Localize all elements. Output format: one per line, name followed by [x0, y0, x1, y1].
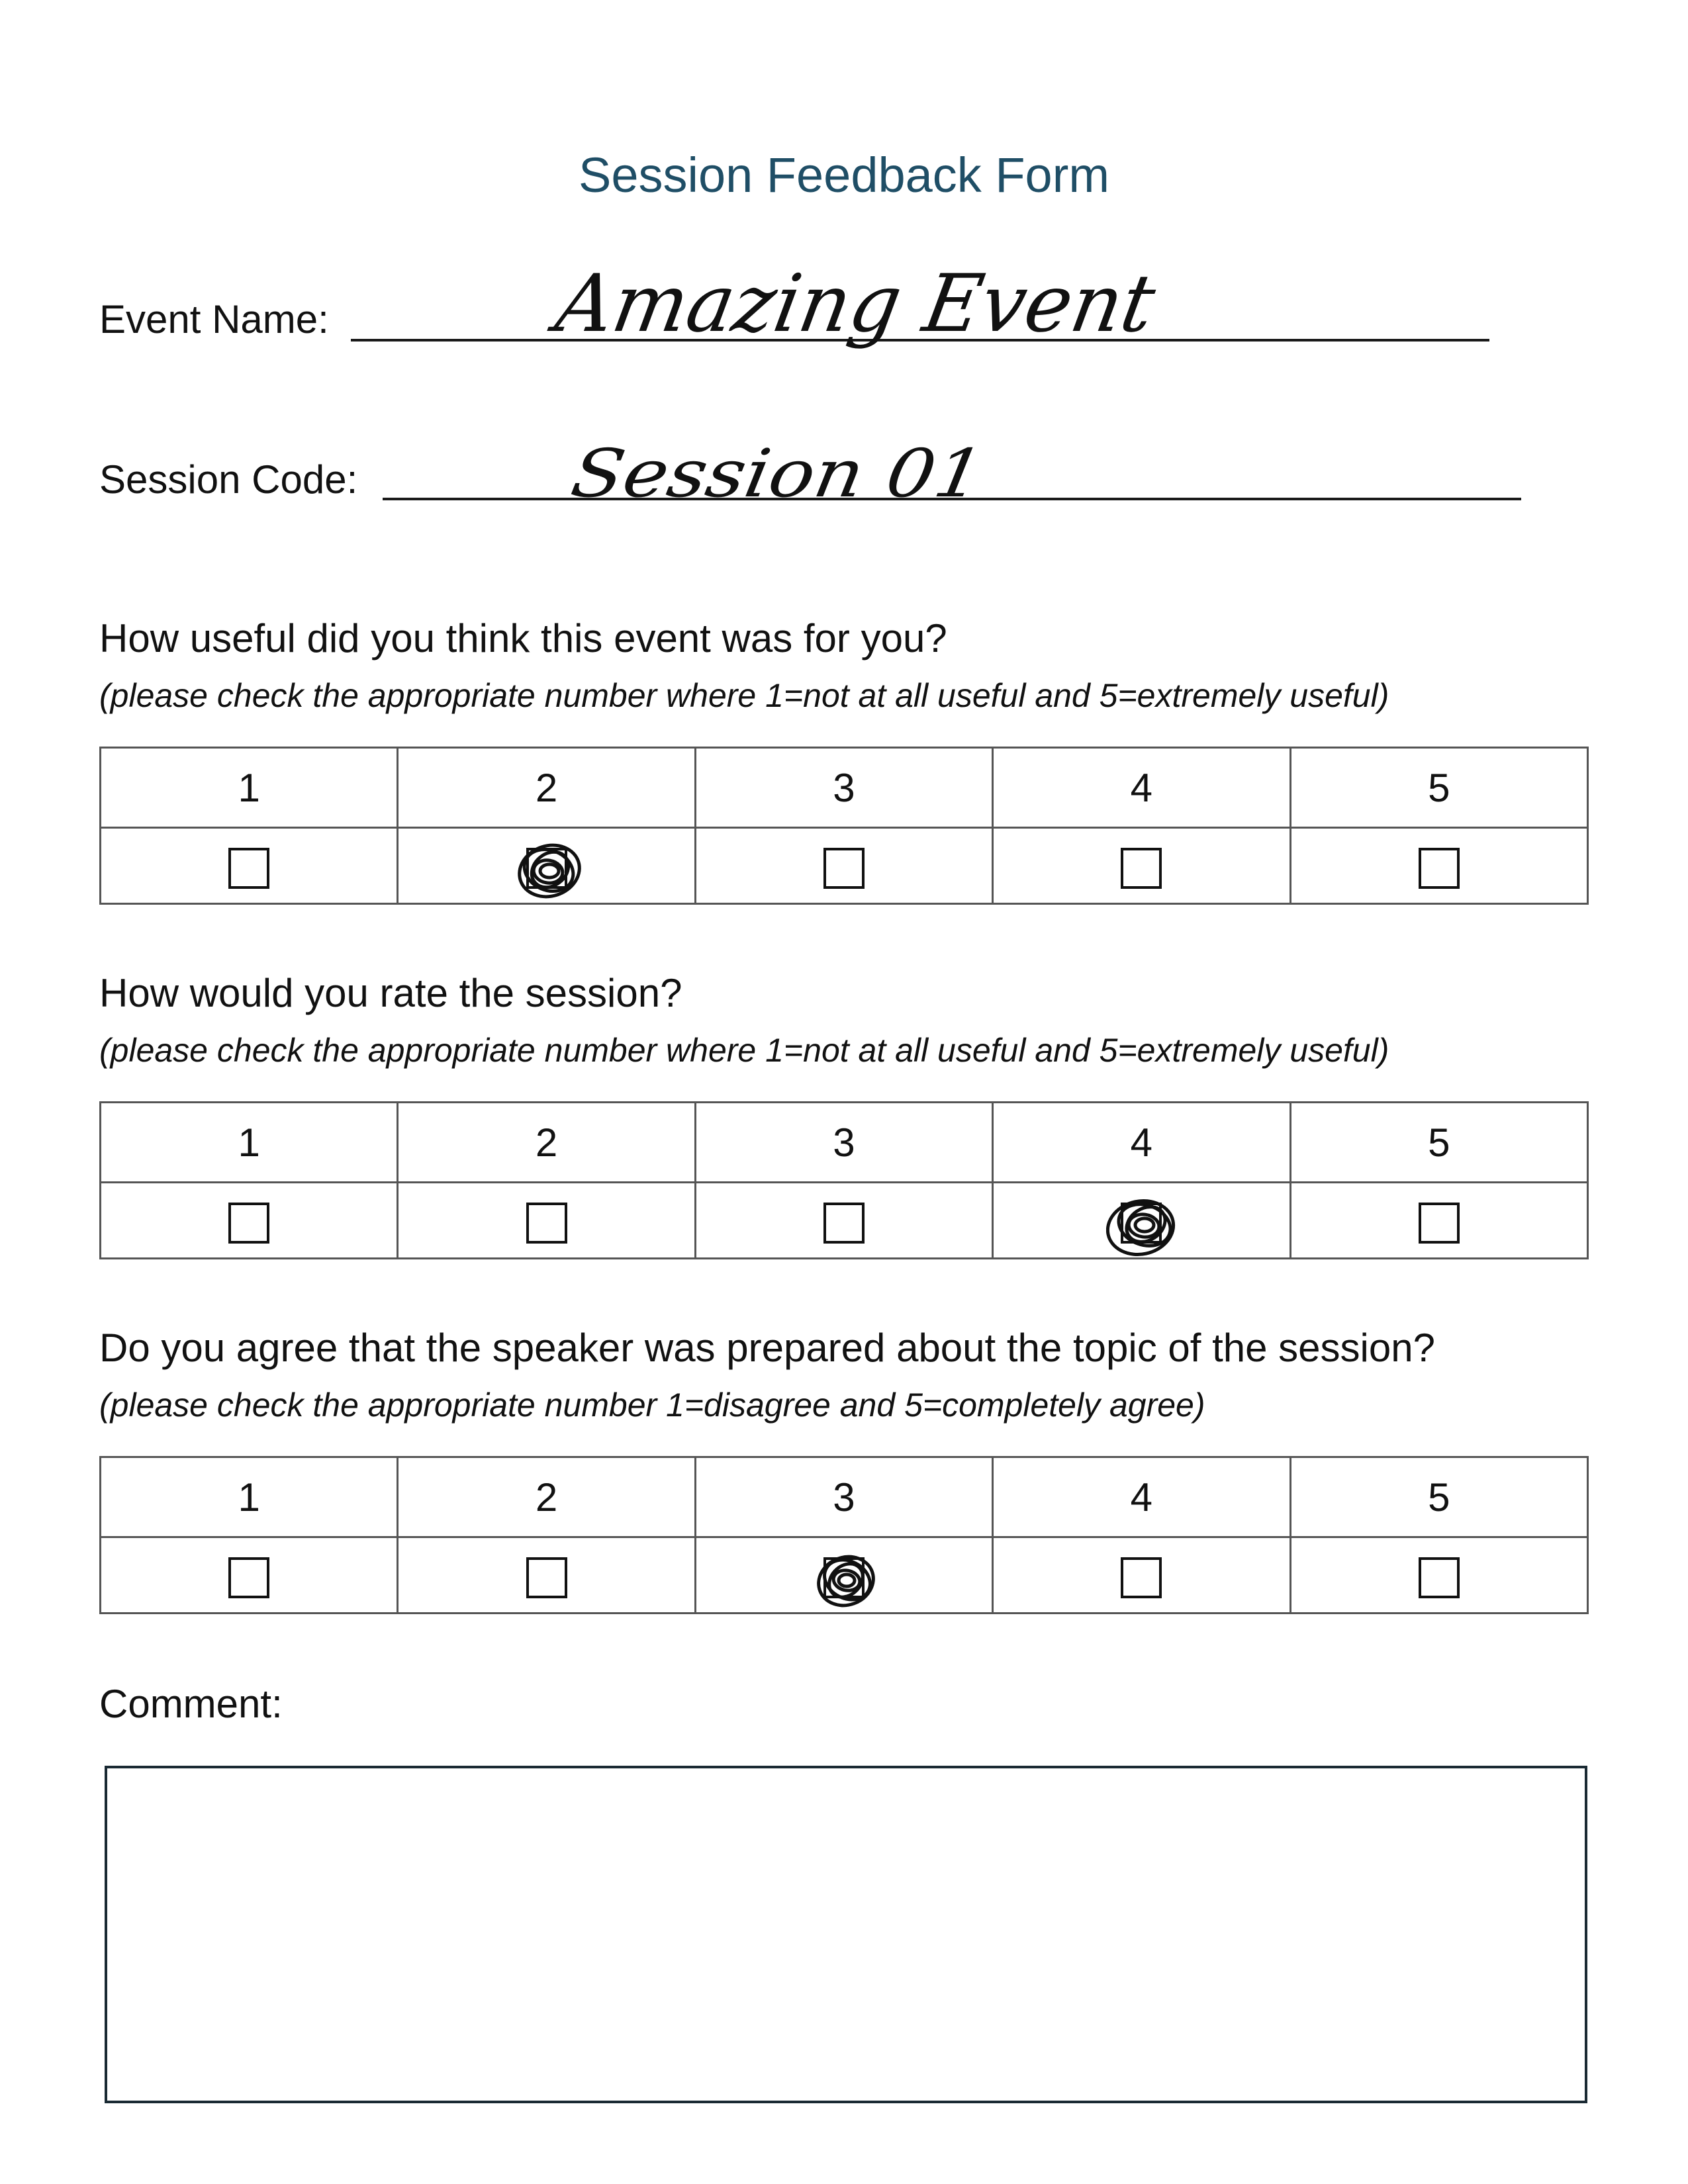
q1-option-label: 4 — [993, 748, 1290, 828]
q2-checkbox-2[interactable] — [526, 1203, 567, 1244]
q3-option-label: 3 — [695, 1457, 992, 1537]
q3-checkbox-3[interactable] — [823, 1557, 865, 1598]
question-1-rating-table — [99, 747, 1589, 905]
question-1-text: How useful did you think this event was for you? — [99, 616, 947, 660]
q1-checkbox-1[interactable] — [228, 848, 269, 889]
scribble-mark-icon — [512, 833, 587, 909]
q2-option-label: 3 — [695, 1103, 992, 1183]
session-code-value: Session 01 — [565, 434, 941, 512]
q2-checkbox-4[interactable] — [1121, 1203, 1162, 1244]
question-2-text: How would you rate the session? — [99, 971, 682, 1015]
question-1-hint: (please check the appropriate number where 1=not at all useful and 5=extremely useful) — [99, 677, 1389, 714]
q2-option-label: 2 — [398, 1103, 695, 1183]
q3-option-label: 4 — [993, 1457, 1290, 1537]
q2-checkbox-3[interactable] — [823, 1203, 865, 1244]
q1-checkbox-2[interactable] — [526, 848, 567, 889]
question-3-text: Do you agree that the speaker was prepared about the topic of the session? — [99, 1326, 1435, 1370]
q1-option-label: 3 — [695, 748, 992, 828]
event-name-value: Amazing Event — [549, 257, 1174, 350]
q1-checkbox-3[interactable] — [823, 848, 865, 889]
q1-option-label: 2 — [398, 748, 695, 828]
q2-option-label: 5 — [1290, 1103, 1587, 1183]
event-name-label: Event Name: — [99, 297, 329, 341]
question-2-rating-table — [99, 1101, 1589, 1259]
q3-option-label: 5 — [1290, 1457, 1587, 1537]
question-2-hint: (please check the appropriate number where 1=not at all useful and 5=extremely useful) — [99, 1032, 1389, 1069]
q2-option-label: 4 — [993, 1103, 1290, 1183]
event-name-handwriting[interactable] — [549, 238, 1218, 390]
q2-checkbox-1[interactable] — [228, 1203, 269, 1244]
q3-checkbox-2[interactable] — [526, 1557, 567, 1598]
scribble-mark-icon — [809, 1543, 884, 1618]
question-3-hint: (please check the appropriate number 1=disagree and 5=completely agree) — [99, 1387, 1205, 1424]
q3-checkbox-5[interactable] — [1419, 1557, 1460, 1598]
q1-checkbox-5[interactable] — [1419, 848, 1460, 889]
q3-option-label: 2 — [398, 1457, 695, 1537]
question-3-rating-table — [99, 1456, 1589, 1614]
q3-option-label: 1 — [101, 1457, 398, 1537]
session-code-label: Session Code: — [99, 457, 358, 502]
q1-checkbox-4[interactable] — [1121, 848, 1162, 889]
comment-label: Comment: — [99, 1682, 283, 1726]
q2-checkbox-5[interactable] — [1419, 1203, 1460, 1244]
q3-checkbox-4[interactable] — [1121, 1557, 1162, 1598]
form-title: Session Feedback Form — [578, 148, 1109, 203]
scribble-mark-icon — [1106, 1188, 1182, 1263]
q1-option-label: 1 — [101, 748, 398, 828]
q3-checkbox-1[interactable] — [228, 1557, 269, 1598]
session-code-handwriting[interactable] — [565, 417, 1039, 529]
comment-textarea[interactable] — [105, 1766, 1587, 2103]
q2-option-label: 1 — [101, 1103, 398, 1183]
q1-option-label: 5 — [1290, 748, 1587, 828]
